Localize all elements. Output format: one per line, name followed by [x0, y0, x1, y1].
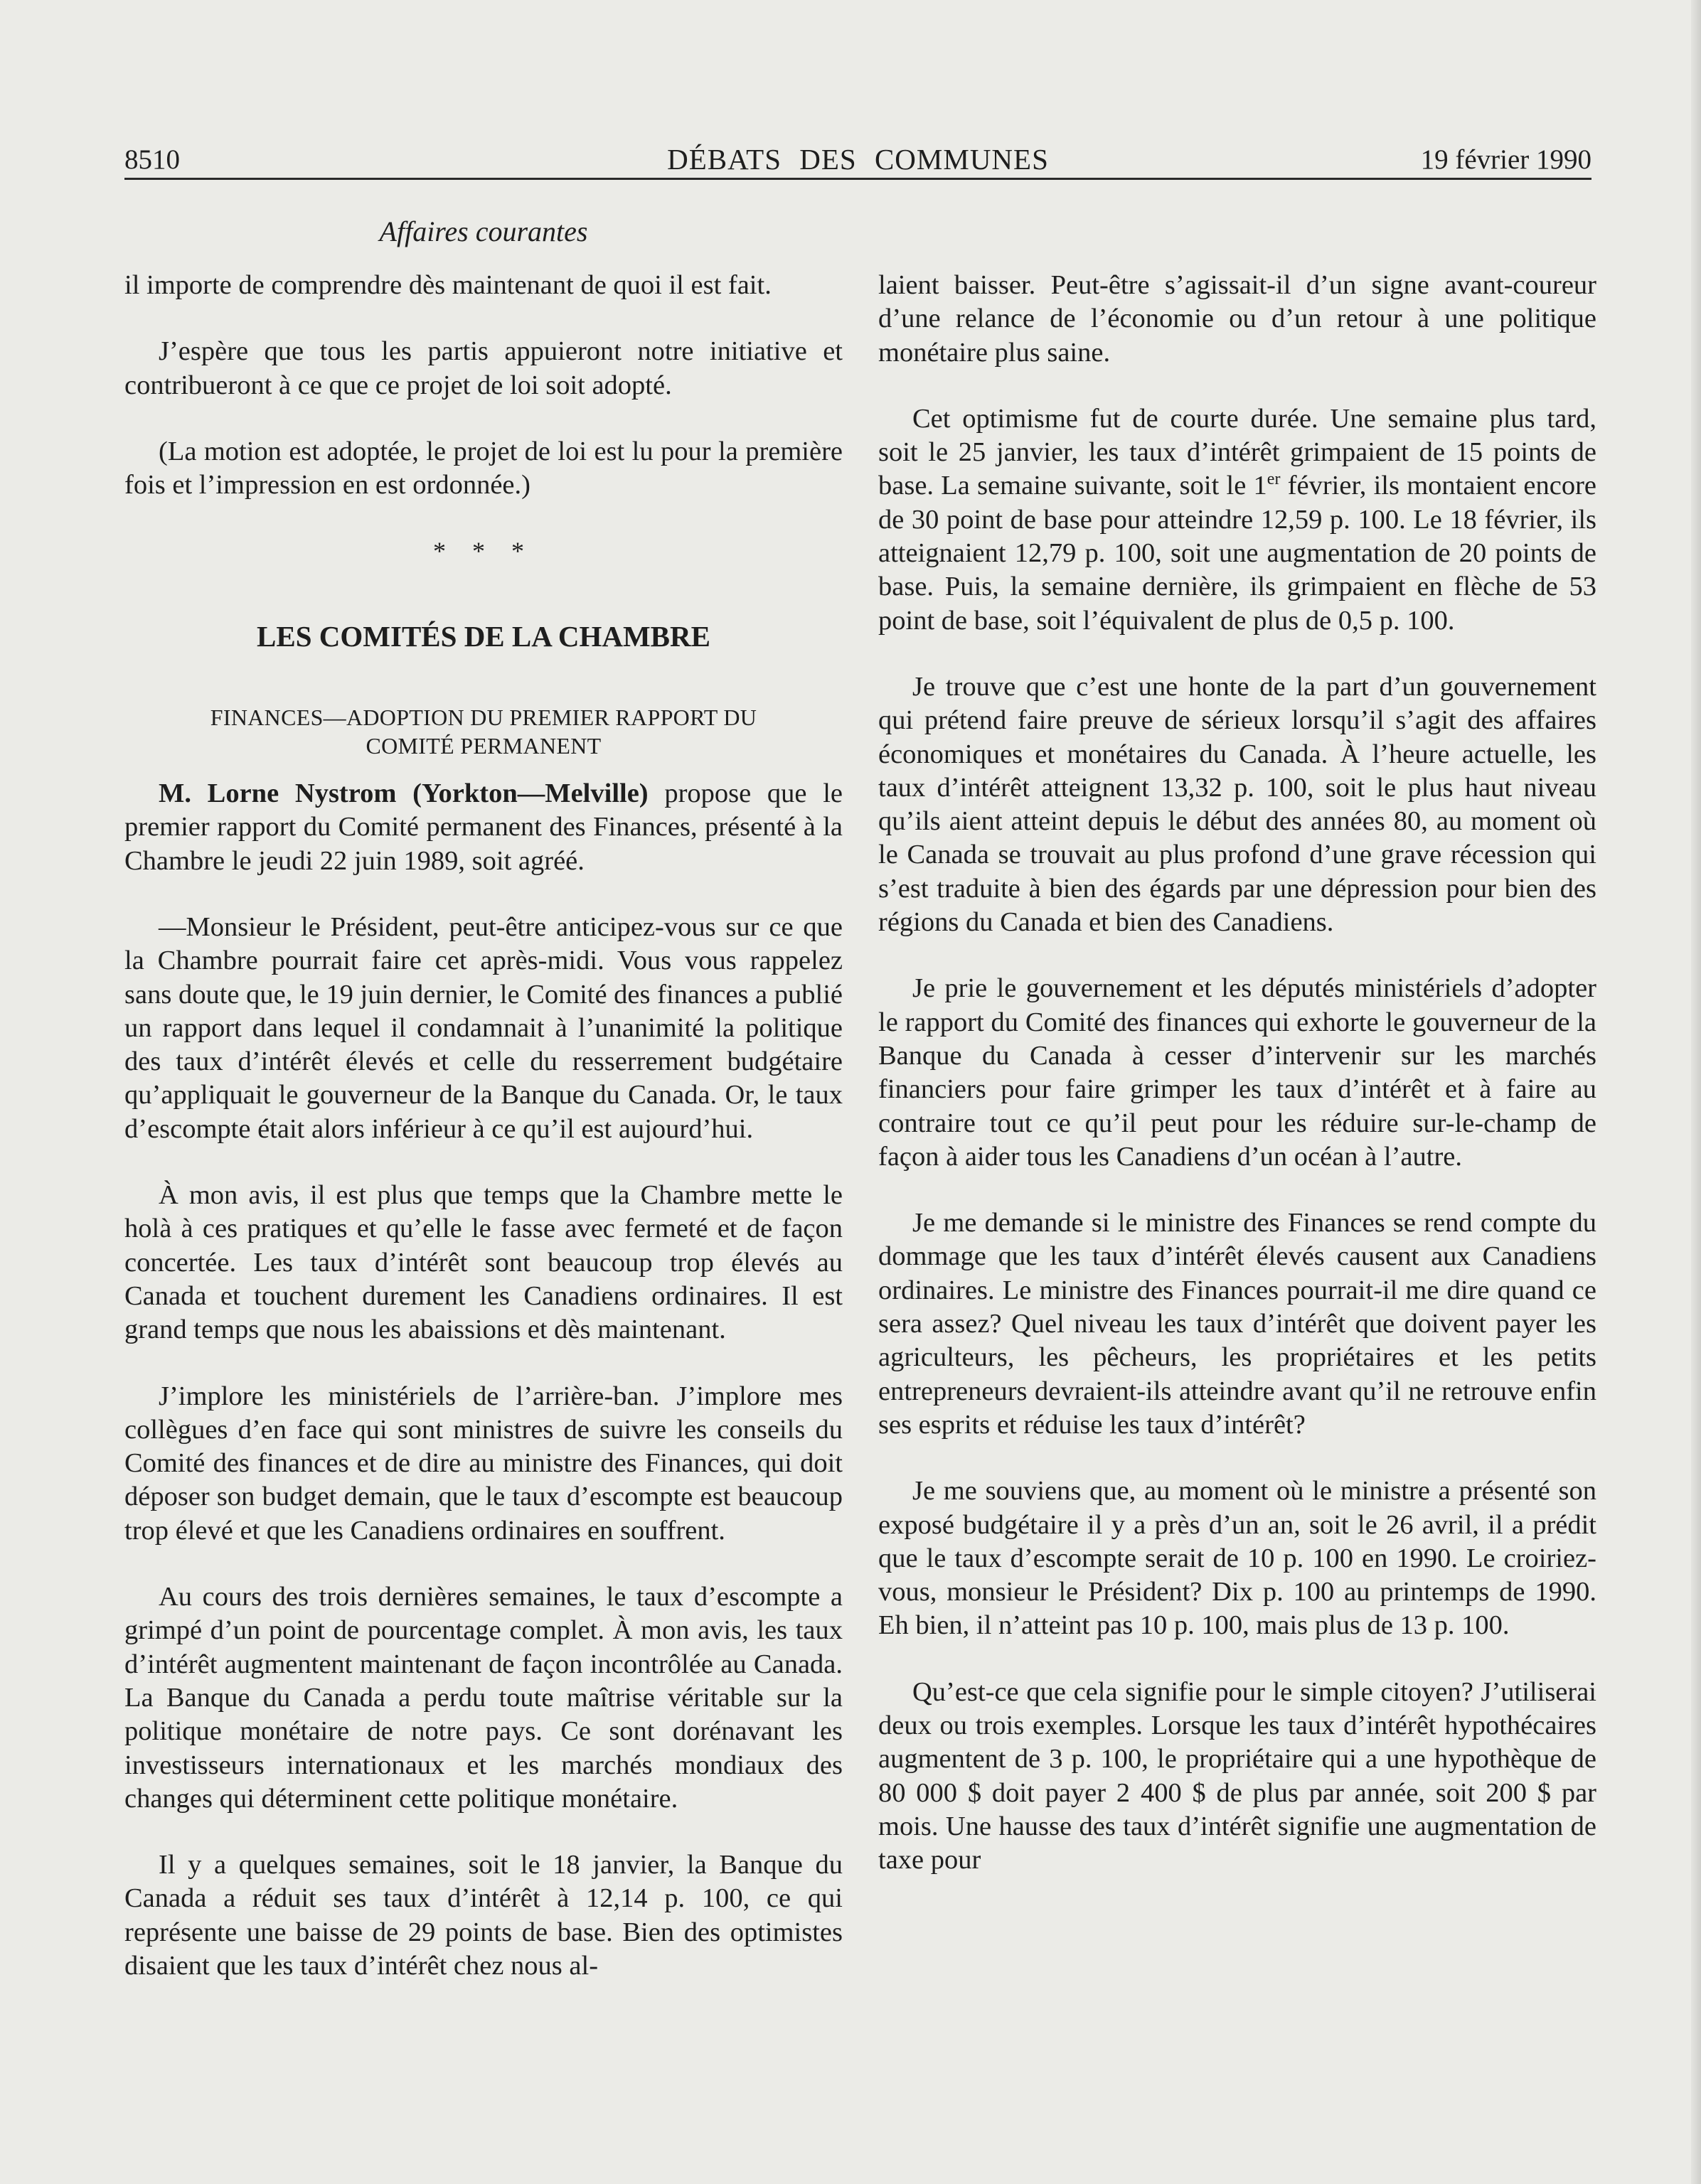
section-heading: LES COMITÉS DE LA CHAMBRE: [257, 619, 710, 653]
paragraph: [124, 777, 843, 878]
paragraph-text: février, ils montaient encore de 30 point de base pour atteindre 12,59 p. 100. Le 18 février, ils atteignaient 12,79 p. 100, soit une augmentation de 20 points de base. Puis, la semaine dernière, ils grimpaient en flèche de 53 point de base, soit l’équivalent de plus de 0,5 p. 100.: [878, 471, 1596, 636]
paragraph: J’espère que tous les partis appuieront notre initiative et contribueront à ce que ce projet de loi soit adopté.: [124, 336, 843, 400]
paragraph: Qu’est-ce que cela signifie pour le simple citoyen? J’utiliserai deux ou trois exemples. Lorsque les taux d’intérêt hypothécaires augmentent de 3 p. 100, le propriétaire qui a une hypothèque de 80 000 $ doit payer 2 400 $ de plus par année, soit 200 $ par mois. Une hausse des taux d’intérêt signifie une augmentation de taxe pour: [878, 1676, 1596, 1875]
paragraph: Il y a quelques semaines, soit le 18 janvier, la Banque du Canada a réduit ses taux d’intérêt à 12,14 p. 100, ce qui représente une baisse de 29 points de base. Bien des optimistes disaient que les taux d’intérêt chez nous al-: [124, 1850, 843, 1981]
paragraph-text: Cet optimisme fut de courte durée. Une semaine plus tard, soit le 25 janvier, les taux d’intérêt grimpaient de 15 points de base. La semaine suivante, soit le 1: [878, 403, 1596, 501]
subheading-line: COMITÉ PERMANENT: [366, 733, 602, 759]
subsection-heading: [124, 703, 843, 760]
paragraph: il importe de comprendre dès maintenant de quoi il est fait.: [124, 270, 772, 300]
publication-date: 19 février 1990: [1420, 144, 1591, 175]
subheading-line: FINANCES—ADOPTION DU PREMIER RAPPORT DU: [210, 705, 757, 731]
publication-title: DÉBATS DES COMMUNES: [667, 143, 1049, 176]
paragraph: [878, 402, 1596, 638]
left-column: [124, 269, 843, 2016]
paragraph: —Monsieur le Président, peut-être anticipez-vous sur ce que la Chambre pourrait faire cet après-midi. Vous vous rappelez sans doute que, le 19 juin dernier, le Comité des finances a publié un rapport dans lequel il condamnait à l’unanimité la politique des taux d’intérêt élevés et celle du resserrement budgétaire qu’appliquait le gouverneur de la Banque du Canada. Or, le taux d’escompte était alors inférieur à ce qu’il est aujourd’hui.: [124, 911, 843, 1144]
speaker-name: M. Lorne Nystrom (Yorkton—Melville): [159, 778, 649, 809]
paragraph: Je prie le gouvernement et les députés ministériels d’adopter le rapport du Comité des finances qui exhorte le gouverneur de la Banque du Canada à cesser d’intervenir sur les marchés financiers pour faire grimper les taux d’intérêt et à faire au contraire tout ce qu’il peut pour les réduire sur-le-champ de façon à aider tous les Canadiens d’un océan à l’autre.: [878, 973, 1596, 1172]
paragraph: laient baisser. Peut-être s’agissait-il d’un signe avant-coureur d’une relance de l’économie ou d’un retour à une politique monétaire plus saine.: [878, 270, 1596, 368]
header-rule: [124, 178, 1591, 180]
paragraph: Je trouve que c’est une honte de la part d’un gouvernement qui prétend faire preuve de sérieux lorsqu’il s’agit des affaires économiques et monétaires du Canada. À l’heure actuelle, les taux d’intérêt atteignent 13,32 p. 100, soit le plus haut niveau qu’ils aient atteint depuis le début des années 80, au moment où le Canada se trouvait au plus profond d’une grave récession qui s’est traduite à bien des égards par une dépression pour bien des régions du Canada et bien des Canadiens.: [878, 671, 1596, 938]
ordinal-superscript: er: [1267, 470, 1281, 489]
section-label: Affaires courantes: [379, 215, 588, 247]
page-header: [124, 136, 1591, 178]
page-edge-shadow: [1691, 0, 1701, 2184]
section-separator: * * *: [433, 537, 534, 566]
paragraph-text: propose que le premier rapport du Comité permanent des Finances, présenté à la Chambre le jeudi 22 juin 1989, soit agréé.: [124, 778, 843, 876]
paragraph: (La motion est adoptée, le projet de loi est lu pour la première fois et l’impression en est ordonnée.): [124, 436, 843, 500]
paragraph: J’implore les ministériels de l’arrière-ban. J’implore mes collègues d’en face qui sont ministres de suivre les conseils du Comité des finances et de dire au ministre des Finances, qui doit déposer son budget demain, que le taux d’escompte est beaucoup trop élevé et que les Canadiens ordinaires en souffrent.: [124, 1381, 843, 1546]
page-number: 8510: [124, 144, 180, 175]
paragraph: Je me demande si le ministre des Finances se rend compte du dommage que les taux d’intérêt élevés causent aux Canadiens ordinaires. Le ministre des Finances pourrait-il me dire quand ce sera assez? Quel niveau les taux d’intérêt que doivent payer les agriculteurs, les pêcheurs, les propriétaires et les petits entrepreneurs devraient-ils atteindre avant qu’il ne retrouve enfin ses esprits et réduise les taux d’intérêt?: [878, 1208, 1596, 1440]
paragraph: À mon avis, il est plus que temps que la Chambre mette le holà à ces pratiques et qu’elle le fasse avec fermeté et de façon concertée. Les taux d’intérêt sont beaucoup trop élevés au Canada et touchent durement les Canadiens ordinaires. Il est grand temps que nous les abaissions et dès maintenant.: [124, 1180, 843, 1345]
right-column: [878, 269, 1596, 1910]
paragraph: Je me souviens que, au moment où le ministre a présenté son exposé budgétaire il y a près d’un an, soit le 26 avril, il a prédit que le taux d’escompte serait de 10 p. 100 en 1990. Le croiriez-vous, monsieur le Président? Dix p. 100 au printemps de 1990. Eh bien, il n’atteint pas 10 p. 100, mais plus de 13 p. 100.: [878, 1476, 1596, 1641]
paragraph: Au cours des trois dernières semaines, le taux d’escompte a grimpé d’un point de pourcentage complet. À mon avis, les taux d’intérêt augmentent maintenant de façon incontrôlée au Canada. La Banque du Canada a perdu toute maîtrise véritable sur la politique monétaire de notre pays. Ce sont dorénavant les investisseurs internationaux et les marchés mondiaux des changes qui déterminent cette politique monétaire.: [124, 1582, 843, 1814]
